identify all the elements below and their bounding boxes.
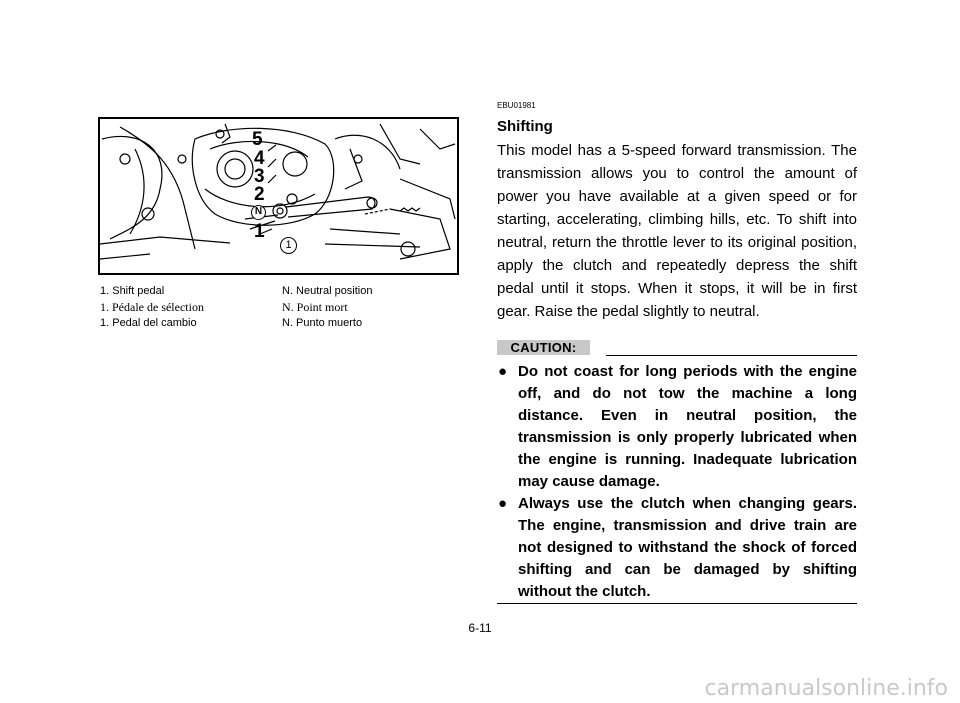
caution-end-rule <box>497 603 857 604</box>
caption-neutral-en: N. Neutral position <box>282 285 373 297</box>
neutral-label: N <box>251 205 266 220</box>
gear-label-1: 1 <box>254 221 265 242</box>
caption-neutral-fr: N. Point mort <box>282 299 348 314</box>
caution-item-text: Always use the clutch when changing gears. The engine, transmission and drive train are not designed to withstand the shock of forced shifting and can be damaged by shifting without the clutch. <box>518 495 857 600</box>
callout-1: 1 <box>280 237 297 254</box>
caution-rule <box>606 355 857 356</box>
section-heading: Shifting <box>497 118 553 135</box>
watermark: carmanualsonline.info <box>704 676 948 701</box>
engine-line-drawing <box>100 119 457 273</box>
shift-pedal-illustration <box>98 117 459 275</box>
gear-label-5: 5 <box>252 129 263 150</box>
bullet-icon: ● <box>498 363 508 380</box>
caution-list <box>497 361 857 603</box>
caption-shift-pedal-fr: 1. Pédale de sélection <box>100 299 204 314</box>
figure-captions <box>100 283 460 331</box>
section-code: EBU01981 <box>497 101 536 110</box>
bullet-icon: ● <box>498 495 508 512</box>
caution-badge: CAUTION: <box>497 340 590 355</box>
caution-header <box>497 340 857 356</box>
caption-shift-pedal-en: 1. Shift pedal <box>100 285 165 297</box>
gear-label-3: 3 <box>254 166 265 187</box>
list-item <box>497 493 857 603</box>
page-number: 6-11 <box>468 621 492 635</box>
caution-item-text: Do not coast for long periods with the engine off, and do not tow the machine a long distance. Even in neutral position, the transmission is only properly lubricated when the engine is running. Inadequate lubrication may cause damage. <box>518 363 857 490</box>
caption-row-en <box>100 283 460 299</box>
section-paragraph: This model has a 5-speed forward transmission. The transmission allows you to control the amount of power you have available at a given speed or for starting, accelerating, climbing hills, etc. To shift into neutral, return the throttle lever to its original position, apply the clutch and repeatedly depress the shift pedal until it stops. When it stops, it will be in first gear. Raise the pedal slightly to neutral. <box>497 142 857 320</box>
caption-row-fr <box>100 299 460 315</box>
gear-label-4: 4 <box>254 148 265 169</box>
gear-label-2: 2 <box>254 184 265 205</box>
list-item <box>497 361 857 493</box>
caption-neutral-es: N. Punto muerto <box>282 317 363 329</box>
caption-shift-pedal-es: 1. Pedal del cambio <box>100 317 197 329</box>
caption-row-es <box>100 315 460 331</box>
